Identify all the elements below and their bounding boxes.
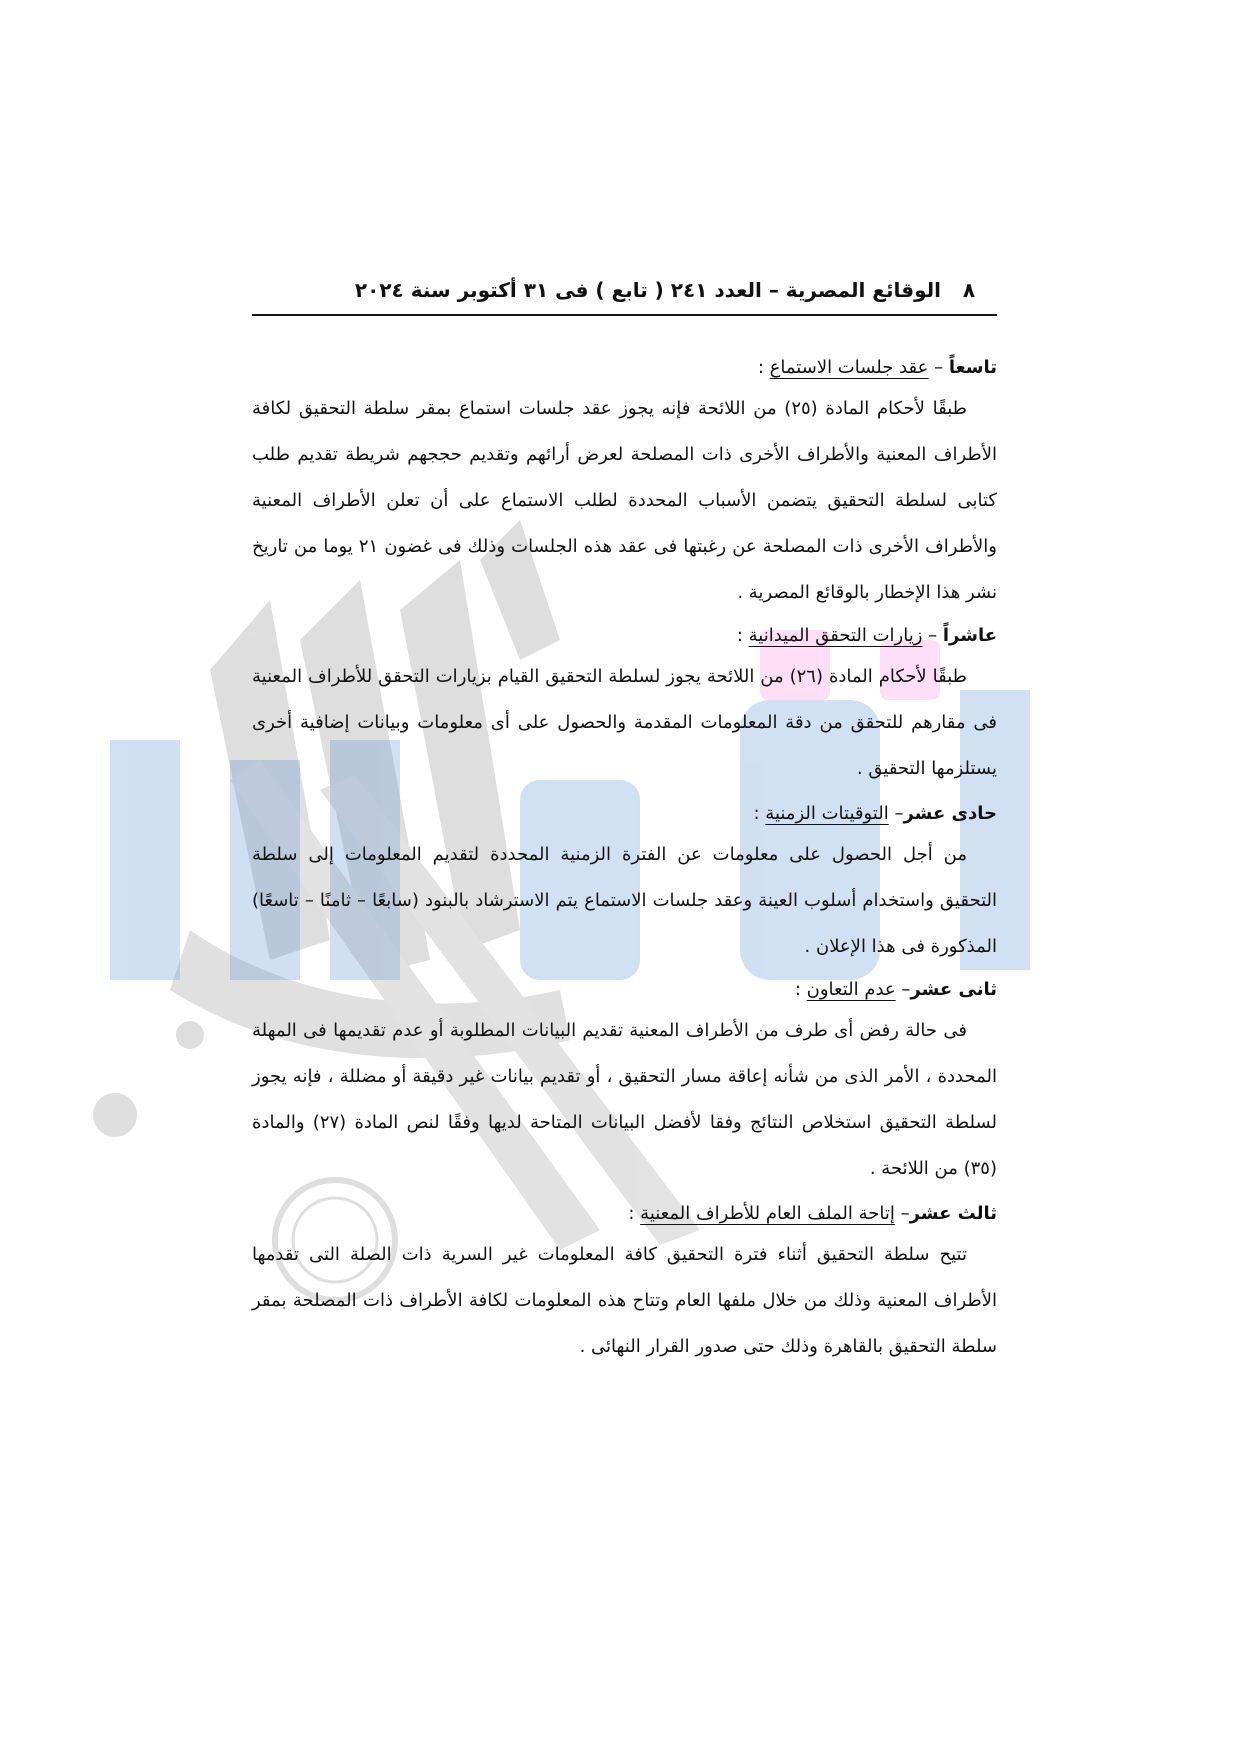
section-number: ثالث عشر bbox=[909, 1203, 997, 1224]
article-body bbox=[252, 350, 997, 1370]
section-thirteenth bbox=[252, 1196, 997, 1370]
section-heading bbox=[252, 796, 997, 832]
gazette-title: الوقائع المصرية – العدد ٢٤١ ( تابع ) فى ٣١ أكتوبر سنة ٢٠٢٤ bbox=[354, 278, 941, 302]
section-colon: : bbox=[736, 625, 749, 646]
section-separator: – bbox=[922, 625, 943, 646]
section-heading bbox=[252, 350, 997, 386]
section-number: حادى عشر bbox=[903, 803, 997, 824]
section-title: عقد جلسات الاستماع bbox=[769, 357, 929, 378]
section-colon: : bbox=[757, 357, 770, 378]
section-paragraph: من أجل الحصول على معلومات عن الفترة الزمنية المحددة لتقديم المعلومات إلى سلطة التحقيق واستخدام أسلوب العينة وعقد جلسات الاستماع يتم الاسترشاد بالبنود (سابعًا – ثامنًا – تاسعًا) المذكورة فى هذا الإعلان . bbox=[252, 844, 997, 957]
section-tenth bbox=[252, 618, 997, 792]
section-title: التوقيتات الزمنية bbox=[765, 803, 889, 824]
section-ninth bbox=[252, 350, 997, 616]
section-paragraph: فى حالة رفض أى طرف من الأطراف المعنية تقديم البيانات المطلوبة أو عدم تقديمها فى المهلة المحددة ، الأمر الذى من شأنه إعاقة مسار التحقيق ، أو تقديم بيانات غير دقيقة أو مضللة ، فإنه يجوز لسلطة التحقيق استخلاص النتائج وفقا لأفضل البيانات المتاحة لديها وفقًا لنص المادة (٢٧) والمادة (٣٥) من اللائحة . bbox=[252, 1020, 997, 1179]
section-heading bbox=[252, 1196, 997, 1232]
section-separator: – bbox=[888, 803, 904, 824]
section-number: عاشراً bbox=[942, 625, 997, 646]
section-paragraph: تتيح سلطة التحقيق أثناء فترة التحقيق كافة المعلومات غير السرية ذات الصلة التى تقدمها الأطراف المعنية وذلك من خلال ملفها العام وتتاح هذه المعلومات لكافة الأطراف ذات المصلحة بمقر سلطة التحقيق بالقاهرة وذلك حتى صدور القرار النهائى . bbox=[252, 1244, 997, 1357]
page-header bbox=[252, 270, 997, 316]
section-heading bbox=[252, 618, 997, 654]
gazette-page bbox=[252, 270, 997, 1372]
section-separator: – bbox=[894, 1203, 910, 1224]
section-separator: – bbox=[895, 979, 911, 1000]
section-colon: : bbox=[794, 979, 807, 1000]
section-colon: : bbox=[753, 803, 766, 824]
section-paragraph: طبقًا لأحكام المادة (٢٥) من اللائحة فإنه يجوز عقد جلسات استماع بمقر سلطة التحقيق لكافة الأطراف المعنية والأطراف الأخرى ذات المصلحة لعرض أرائهم وتقديم حججهم شريطة تقديم طلب كتابى لسلطة التحقيق يتضمن الأسباب المحددة لطلب الاستماع على أن تعلن الأطراف المعنية والأطراف الأخرى ذات المصلحة عن رغبتها فى عقد هذه الجلسات وذلك فى غضون ٢١ يوما من تاريخ نشر هذا الإخطار بالوقائع المصرية . bbox=[252, 398, 997, 603]
page-number: ٨ bbox=[962, 278, 976, 302]
section-number: ثانى عشر bbox=[910, 979, 997, 1000]
section-title: إتاحة الملف العام للأطراف المعنية bbox=[640, 1203, 895, 1224]
section-separator: – bbox=[928, 357, 949, 378]
section-colon: : bbox=[628, 1203, 641, 1224]
section-title: زيارات التحقق الميدانية bbox=[748, 625, 923, 646]
section-heading bbox=[252, 972, 997, 1008]
section-twelfth bbox=[252, 972, 997, 1192]
section-number: تاسعاً bbox=[948, 357, 997, 378]
section-title: عدم التعاون bbox=[806, 979, 896, 1000]
section-eleventh bbox=[252, 796, 997, 970]
section-paragraph: طبقًا لأحكام المادة (٢٦) من اللائحة يجوز لسلطة التحقيق القيام بزيارات التحقق للأطراف المعنية فى مقارهم للتحقق من دقة المعلومات المقدمة والحصول على أى معلومات وبيانات إضافية أخرى يستلزمها التحقيق . bbox=[252, 666, 997, 779]
